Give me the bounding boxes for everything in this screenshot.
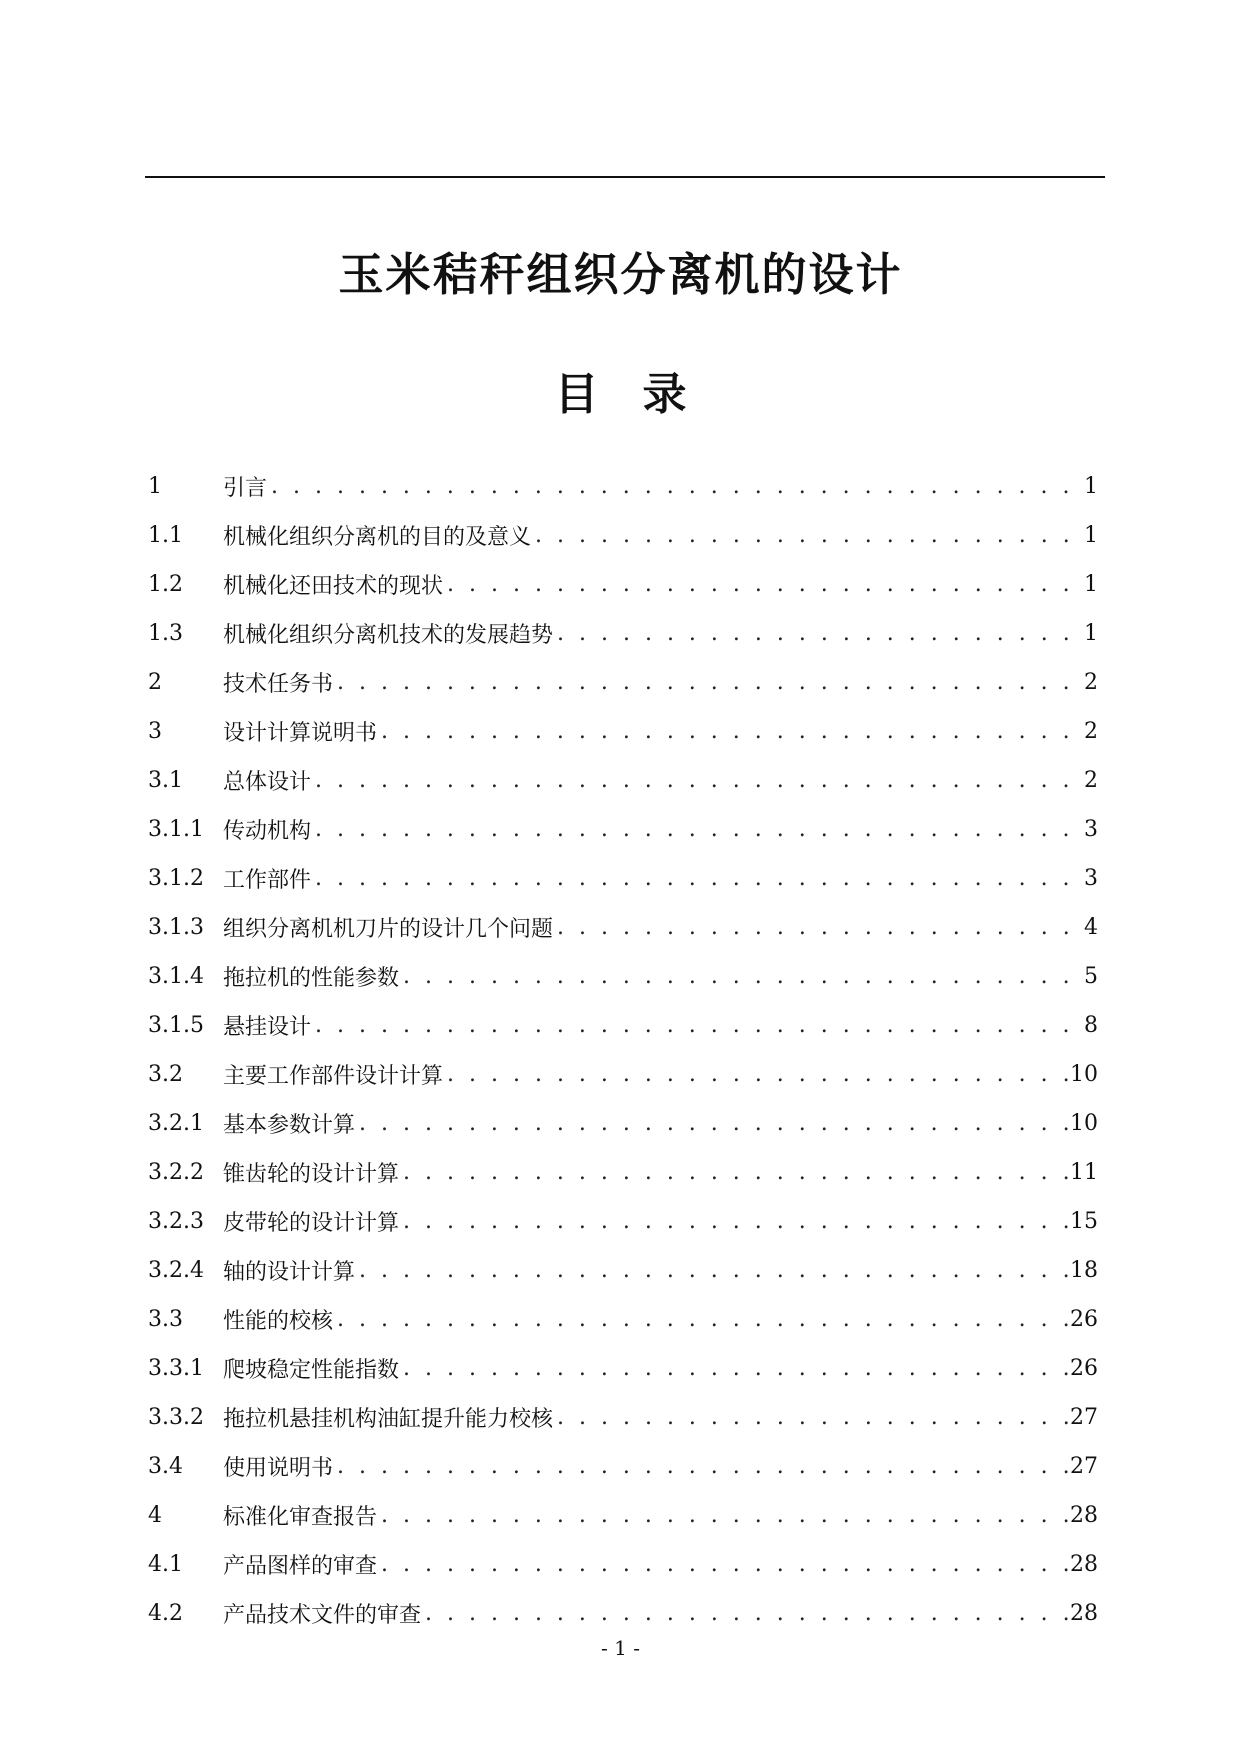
toc-entry-title: 机械化还田技术的现状: [223, 574, 444, 599]
toc-dot-leader: [403, 1356, 1068, 1381]
toc-entry-title: 引言: [223, 476, 268, 501]
toc-entry-page: 5: [1084, 964, 1098, 989]
toc-heading: 目 录: [554, 369, 687, 420]
toc-entry[interactable]: [148, 560, 1098, 609]
toc-dot-leader: [359, 1111, 1068, 1136]
toc-entry[interactable]: [148, 1491, 1098, 1540]
toc-entry-title: 爬坡稳定性能指数: [223, 1358, 400, 1383]
toc-dot-leader: [403, 964, 1082, 989]
toc-dot-leader: [535, 523, 1082, 548]
toc-entry-title: 基本参数计算: [223, 1113, 356, 1138]
toc-dot-leader: [403, 1209, 1068, 1234]
toc-entry-page: 1: [1084, 523, 1098, 548]
toc-entry-number: 1.1: [148, 523, 183, 548]
toc-entry-page: 11: [1070, 1160, 1098, 1185]
toc-entry-number: 4.1: [148, 1552, 183, 1577]
toc-entry-page: 3: [1084, 817, 1098, 842]
toc-entry-number: 3.1.1: [148, 817, 204, 842]
toc-entry[interactable]: [148, 952, 1098, 1001]
toc-dot-leader: [337, 1307, 1068, 1332]
toc-entry-number: 3.2.1: [148, 1111, 204, 1136]
toc-entry-title: 轴的设计计算: [223, 1260, 356, 1285]
toc-entry-number: 3.2: [148, 1062, 183, 1087]
toc-dot-leader: [337, 670, 1082, 695]
toc-entry-number: 3.3.2: [148, 1405, 204, 1430]
toc-entry-number: 4: [148, 1503, 162, 1528]
toc-dot-leader: [381, 1503, 1068, 1528]
toc-dot-leader: [271, 474, 1082, 499]
toc-entry-title: 机械化组织分离机的目的及意义: [223, 525, 532, 550]
toc-entry-title: 总体设计: [223, 770, 312, 795]
toc-entry-title: 组织分离机机刀片的设计几个问题: [223, 917, 554, 942]
toc-entry-number: 3.2.4: [148, 1258, 204, 1283]
toc-entry-page: 28: [1070, 1552, 1098, 1577]
toc-entry-page: 1: [1084, 474, 1098, 499]
toc-entry-number: 3.3: [148, 1307, 183, 1332]
toc-entry-title: 悬挂设计: [223, 1015, 312, 1040]
toc-entry-page: 26: [1070, 1307, 1098, 1332]
toc-entry-number: 3.1.3: [148, 915, 204, 940]
toc-entry-number: 3.1: [148, 768, 183, 793]
header-rule: [145, 176, 1105, 178]
toc-entry-title: 产品图样的审查: [223, 1554, 378, 1579]
toc-entry-number: 3: [148, 719, 162, 744]
toc-entry-title: 设计计算说明书: [223, 721, 378, 746]
toc-entry-title: 拖拉机悬挂机构油缸提升能力校核: [223, 1407, 554, 1432]
toc-entry-number: 1.2: [148, 572, 183, 597]
toc-entry[interactable]: [148, 1246, 1098, 1295]
toc-entry[interactable]: [148, 1001, 1098, 1050]
toc-entry[interactable]: [148, 1540, 1098, 1589]
toc-entry-page: 15: [1070, 1209, 1098, 1234]
toc-entry-title: 机械化组织分离机技术的发展趋势: [223, 623, 554, 648]
toc-entry[interactable]: [148, 1197, 1098, 1246]
toc-entry[interactable]: [148, 1295, 1098, 1344]
toc-dot-leader: [381, 719, 1082, 744]
page-number-footer: - 1 -: [601, 1636, 640, 1660]
toc-entry-page: 18: [1070, 1258, 1098, 1283]
toc-entry[interactable]: [148, 854, 1098, 903]
toc-entry-number: 3.1.5: [148, 1013, 204, 1038]
toc-entry-page: 1: [1084, 572, 1098, 597]
toc-entry-title: 产品技术文件的审查: [223, 1603, 422, 1628]
toc-entry-title: 技术任务书: [223, 672, 334, 697]
toc-entry[interactable]: [148, 903, 1098, 952]
toc-dot-leader: [315, 768, 1082, 793]
toc-dot-leader: [381, 1552, 1068, 1577]
table-of-contents: [148, 462, 1098, 1638]
toc-entry-title: 拖拉机的性能参数: [223, 966, 400, 991]
toc-entry[interactable]: [148, 609, 1098, 658]
toc-entry[interactable]: [148, 1148, 1098, 1197]
toc-entry-title: 性能的校核: [223, 1309, 334, 1334]
toc-dot-leader: [447, 572, 1082, 597]
toc-entry[interactable]: [148, 658, 1098, 707]
toc-entry-number: 3.3.1: [148, 1356, 204, 1381]
toc-entry-page: 26: [1070, 1356, 1098, 1381]
toc-entry[interactable]: [148, 511, 1098, 560]
toc-entry-page: 27: [1070, 1454, 1098, 1479]
toc-entry-page: 10: [1070, 1111, 1098, 1136]
toc-entry-title: 主要工作部件设计计算: [223, 1064, 444, 1089]
toc-dot-leader: [315, 817, 1082, 842]
toc-entry[interactable]: [148, 1442, 1098, 1491]
toc-dot-leader: [403, 1160, 1068, 1185]
toc-dot-leader: [337, 1454, 1068, 1479]
toc-entry-number: 1: [148, 474, 162, 499]
toc-dot-leader: [557, 621, 1082, 646]
toc-dot-leader: [425, 1601, 1068, 1626]
toc-entry-title: 锥齿轮的设计计算: [223, 1162, 400, 1187]
toc-entry-page: 2: [1084, 719, 1098, 744]
toc-dot-leader: [359, 1258, 1068, 1283]
toc-entry-page: 10: [1070, 1062, 1098, 1087]
toc-entry[interactable]: [148, 707, 1098, 756]
document-title: 玉米秸秆组织分离机的设计: [338, 248, 903, 301]
toc-entry-number: 3.2.3: [148, 1209, 204, 1234]
toc-dot-leader: [315, 866, 1082, 891]
toc-entry-page: 1: [1084, 621, 1098, 646]
toc-entry-number: 4.2: [148, 1601, 183, 1626]
toc-entry[interactable]: [148, 1050, 1098, 1099]
toc-entry-title: 工作部件: [223, 868, 312, 893]
toc-entry-number: 1.3: [148, 621, 183, 646]
toc-dot-leader: [557, 1405, 1068, 1430]
toc-entry[interactable]: [148, 1393, 1098, 1442]
toc-entry[interactable]: [148, 756, 1098, 805]
toc-entry-title: 标准化审查报告: [223, 1505, 378, 1530]
toc-entry-number: 3.2.2: [148, 1160, 204, 1185]
toc-entry-page: 28: [1070, 1503, 1098, 1528]
toc-entry-page: 8: [1084, 1013, 1098, 1038]
toc-entry-title: 皮带轮的设计计算: [223, 1211, 400, 1236]
toc-entry[interactable]: [148, 1344, 1098, 1393]
toc-entry-number: 3.1.2: [148, 866, 204, 891]
toc-entry-page: 3: [1084, 866, 1098, 891]
toc-dot-leader: [315, 1013, 1082, 1038]
toc-entry-page: 2: [1084, 670, 1098, 695]
toc-entry[interactable]: [148, 805, 1098, 854]
toc-entry-number: 2: [148, 670, 162, 695]
toc-entry-title: 传动机构: [223, 819, 312, 844]
toc-entry[interactable]: [148, 1099, 1098, 1148]
toc-entry-page: 4: [1084, 915, 1098, 940]
toc-entry-page: 28: [1070, 1601, 1098, 1626]
toc-entry-page: 2: [1084, 768, 1098, 793]
toc-entry[interactable]: [148, 1589, 1098, 1638]
toc-entry[interactable]: [148, 462, 1098, 511]
toc-entry-title: 使用说明书: [223, 1456, 334, 1481]
toc-entry-number: 3.4: [148, 1454, 183, 1479]
toc-dot-leader: [447, 1062, 1068, 1087]
toc-dot-leader: [557, 915, 1082, 940]
toc-entry-page: 27: [1070, 1405, 1098, 1430]
toc-entry-number: 3.1.4: [148, 964, 204, 989]
